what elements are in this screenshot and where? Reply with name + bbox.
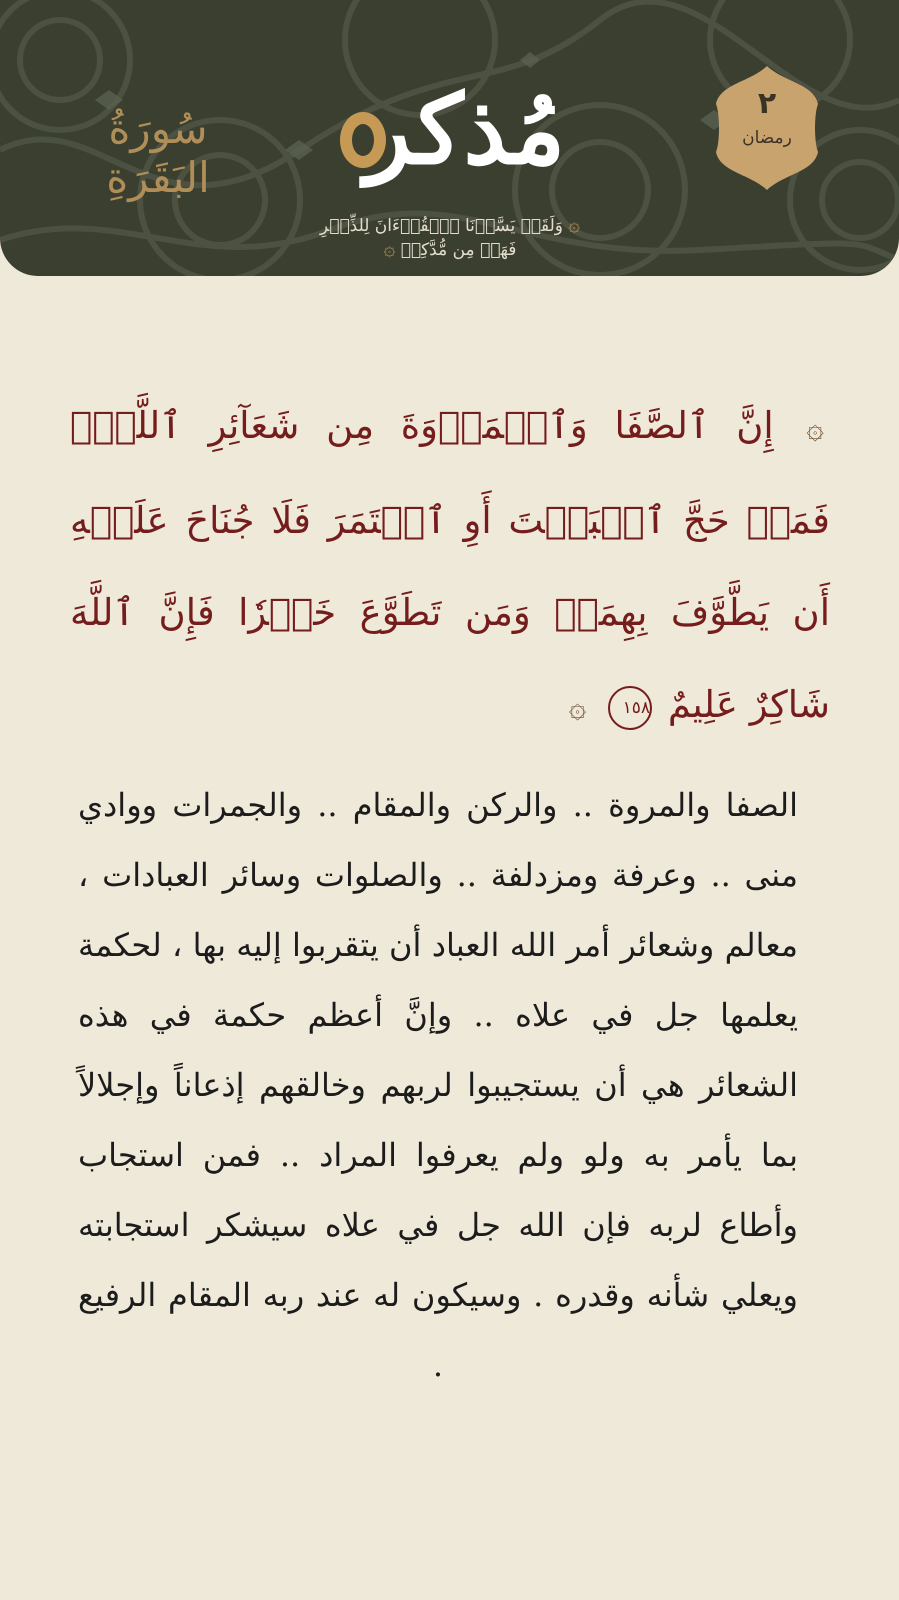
verse-end-ornament-icon: ۞	[568, 690, 587, 725]
day-month: رمضان	[742, 128, 792, 148]
ornament-icon: ۞	[383, 236, 396, 260]
verse-text: إِنَّ ٱلصَّفَا وَٱلۡمَرۡوَةَ مِن شَعَآئِرِ ٱللَّهِۖ فَمَنۡ حَجَّ ٱلۡبَيۡتَ أَوِ ٱعۡتَمَرَ فَلَا جُنَاحَ عَلَيۡهِ أَن يَطَّوَّفَ بِهِمَاۚ وَمَن تَطَوَّعَ خَيۡرٗا فَإِنَّ ٱللَّهَ شَاكِرٌ عَلِيمٌ	[70, 404, 830, 726]
app-logo	[330, 60, 570, 210]
surah-name: سُورَةُ البَقَرَةِ	[106, 104, 210, 202]
commentary-text: الصفا والمروة .. والركن والمقام .. والجمرات ووادي منى .. وعرفة ومزدلفة .. والصلوات وسائر العبادات ، معالم وشعائر أمر الله العباد أن يتقربوا إليه بها ، لحكمة يعلمها جل في علاه .. وإنَّ أعظم حكمة في هذه الشعائر هي أن يستجيبوا لربهم وخالقهم إذعاناً وإجلالاً بما يأمر به ولو ولم يعرفوا المراد .. فمن استجاب وأطاع لربه فإن الله جل في علاه سيشكر استجابته ويعلي شأنه وقدره . وسيكون له عند ربه المقام الرفيع .	[78, 786, 799, 1384]
day-badge	[714, 64, 820, 192]
ayah-number: ١٥٨	[608, 686, 652, 730]
verse-start-ornament-icon: ۞	[806, 411, 824, 446]
quran-verse	[70, 380, 830, 754]
day-number: ٢	[757, 86, 777, 121]
ornament-icon: ۞	[568, 212, 581, 236]
tagline-text: وَلَقَدۡ يَسَّرۡنَا ٱلۡقُرۡءَانَ لِلذِّكۡرِ فَهَلۡ مِن مُّدَّكِرٖ	[319, 216, 563, 260]
tagline	[300, 212, 600, 260]
header-banner	[0, 0, 899, 276]
logo-text: مُذكر	[364, 73, 566, 186]
